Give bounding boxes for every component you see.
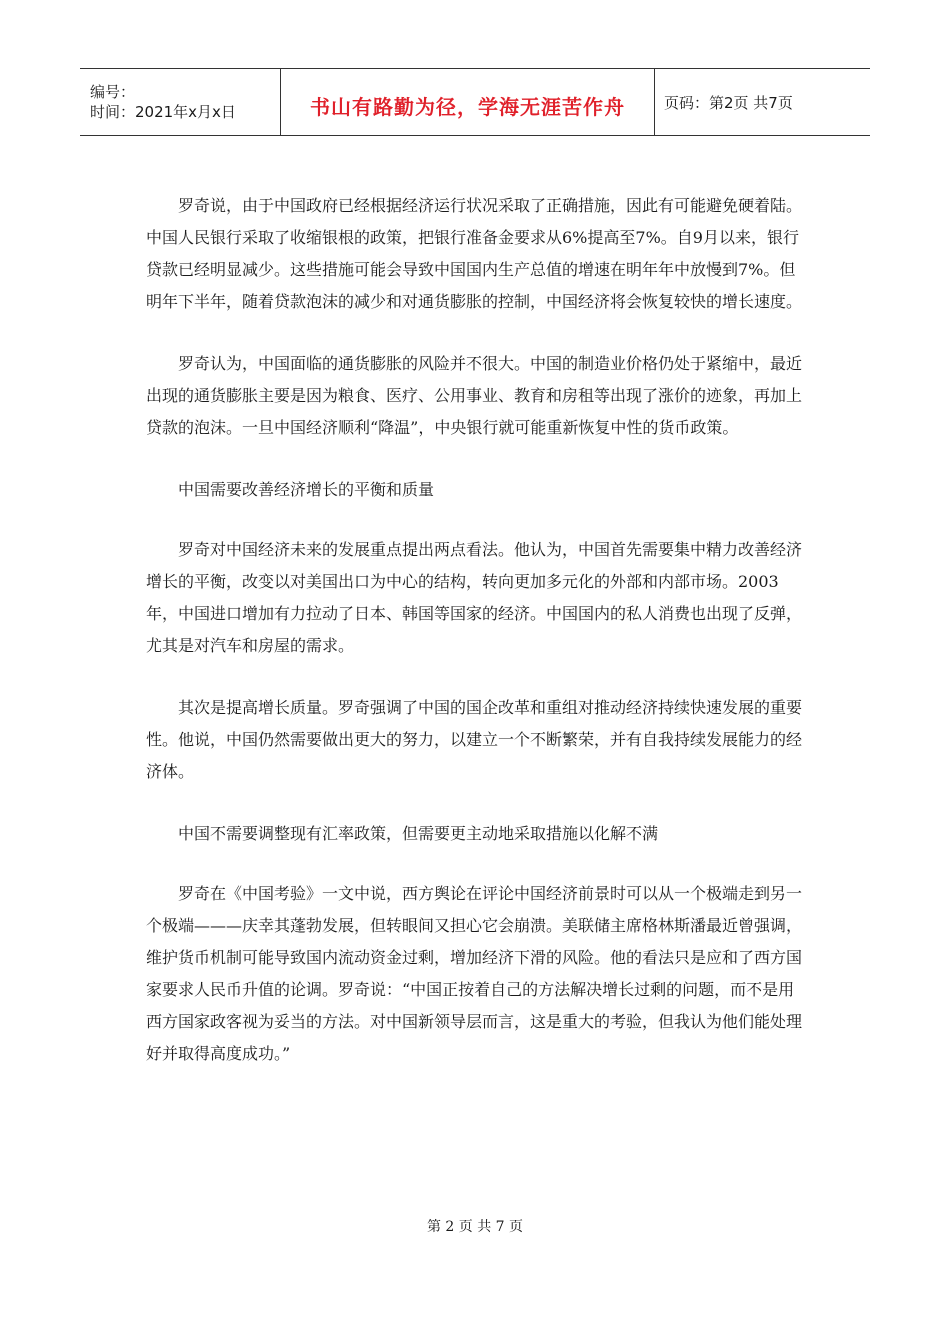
paragraph: 罗奇在《中国考验》一文中说，西方舆论在评论中国经济前景时可以从一个极端走到另一个极端———庆幸其蓬勃发展，但转眼间又担心它会崩溃。美联储主席格林斯潘最近曾强调，维护货币机制可能导致国内流动资金过剩，增加经济下滑的风险。他的看法只是应和了西方国家要求人民币升值的论调。罗奇说：“中国正按着自己的方法解决增长过剩的问题，而不是用西方国家政客视为妥当的方法。对中国新领导层而言，这是重大的考验，但我认为他们能处理好并取得高度成功。” <box>146 884 803 1063</box>
header-page-cell <box>655 69 870 135</box>
page-header <box>80 68 870 136</box>
paragraph: 罗奇对中国经济未来的发展重点提出两点看法。他认为，中国首先需要集中精力改善经济增长的平衡，改变以对美国出口为中心的结构，转向更加多元化的外部和内部市场。2003年，中国进口增加有力拉动了日本、韩国等国家的经济。中国国内的私人消费也出现了反弹，尤其是对汽车和房屋的需求。 <box>146 540 803 655</box>
section-heading: 中国不需要调整现有汇率政策，但需要更主动地采取措施以化解不满 <box>178 824 659 843</box>
paragraph: 罗奇认为，中国面临的通货膨胀的风险并不很大。中国的制造业价格仍处于紧缩中，最近出现的通货膨胀主要是因为粮食、医疗、公用事业、教育和房租等出现了涨价的迹象，再加上贷款的泡沫。一旦中国经济顺利“降温”，中央银行就可能重新恢复中性的货币政策。 <box>146 354 803 437</box>
document-number-label: 编号： <box>90 83 136 101</box>
header-page-number: 页码：第2页 共7页 <box>664 93 793 112</box>
header-motto-cell <box>281 69 655 135</box>
page-footer: 第 2 页 共 7 页 <box>426 1219 524 1235</box>
document-body <box>146 190 806 1100</box>
header-meta <box>80 69 281 135</box>
paragraph: 其次是提高增长质量。罗奇强调了中国的国企改革和重组对推动经济持续快速发展的重要性。他说，中国仍然需要做出更大的努力，以建立一个不断繁荣，并有自我持续发展能力的经济体。 <box>146 698 803 781</box>
section-heading: 中国需要改善经济增长的平衡和质量 <box>178 480 435 499</box>
paragraph: 罗奇说，由于中国政府已经根据经济运行状况采取了正确措施，因此有可能避免硬着陆。中国人民银行采取了收缩银根的政策，把银行准备金要求从6%提高至7%。自9月以来，银行贷款已经明显减少。这些措施可能会导致中国国内生产总值的增速在明年年中放慢到7%。但明年下半年，随着贷款泡沫的减少和对通货膨胀的控制，中国经济将会恢复较快的增长速度。 <box>146 196 803 311</box>
document-time-label: 时间：2021年x月x日 <box>90 103 236 121</box>
header-motto: 书山有路勤为径，学海无涯苦作舟 <box>310 94 625 119</box>
